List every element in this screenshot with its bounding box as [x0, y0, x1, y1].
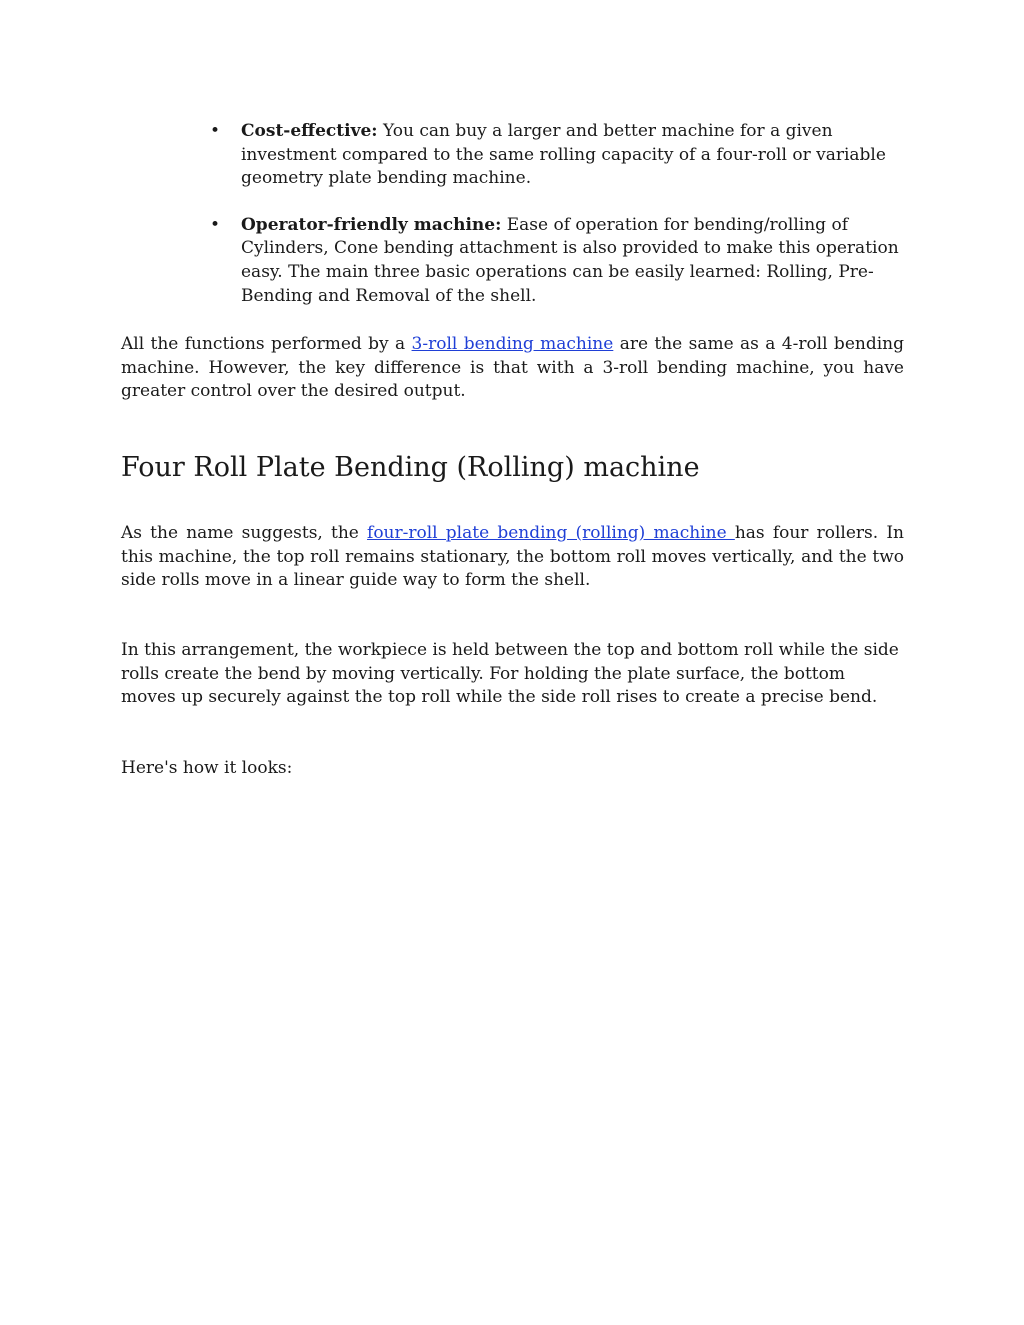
paragraph-text: All the functions performed by a: [121, 334, 412, 354]
bullet-text: You can buy a larger and better machine for a given investment compared to the same rolling capacity of a four-roll or variable geometry plate bending machine.: [241, 121, 886, 189]
paragraph-four-roll: [121, 522, 904, 593]
feature-bullet-list: [210, 120, 910, 331]
bullet-dot-icon: •: [210, 121, 221, 141]
bullet-text: Ease of operation for bending/rolling of Cylinders, Cone bending attachment is also provided to make this operation easy. The main three basic operations can be easily learned: Rolling, Pre-Bending and Removal of the shell.: [241, 214, 899, 306]
paragraph-text: has four rollers. In this machine, the top roll remains stationary, the bottom roll moves vertically, and the two side rolls move in a linear guide way to form the shell.: [121, 523, 905, 591]
bullet-item-cost-effective: [210, 120, 910, 191]
paragraph-three-roll: [121, 333, 904, 404]
paragraph-text: are the same as a 4-roll bending machine. However, the key difference is that with a 3-roll bending machine, you have greater control over the desired output.: [121, 334, 904, 402]
paragraph-arrangement: In this arrangement, the workpiece is held between the top and bottom roll while the side rolls create the bend by moving vertically. For holding the plate surface, the bottom moves up securely against the top roll while the side roll rises to create a precise bend.: [121, 640, 899, 708]
link-four-roll-plate-bending-machine[interactable]: four-roll plate bending (rolling) machine: [367, 523, 735, 543]
link-3-roll-bending-machine[interactable]: 3-roll bending machine: [411, 334, 614, 354]
paragraph-text: As the name suggests, the: [121, 523, 368, 543]
paragraph-heres-how-it-looks: Here's how it looks:: [121, 758, 293, 778]
bullet-dot-icon: •: [210, 214, 221, 235]
bullet-term: Operator-friendly machine:: [241, 214, 502, 235]
bullet-item-operator-friendly: [210, 214, 910, 308]
bullet-term: Cost-effective:: [241, 121, 378, 141]
section-heading: Four Roll Plate Bending (Rolling) machine: [121, 452, 700, 483]
